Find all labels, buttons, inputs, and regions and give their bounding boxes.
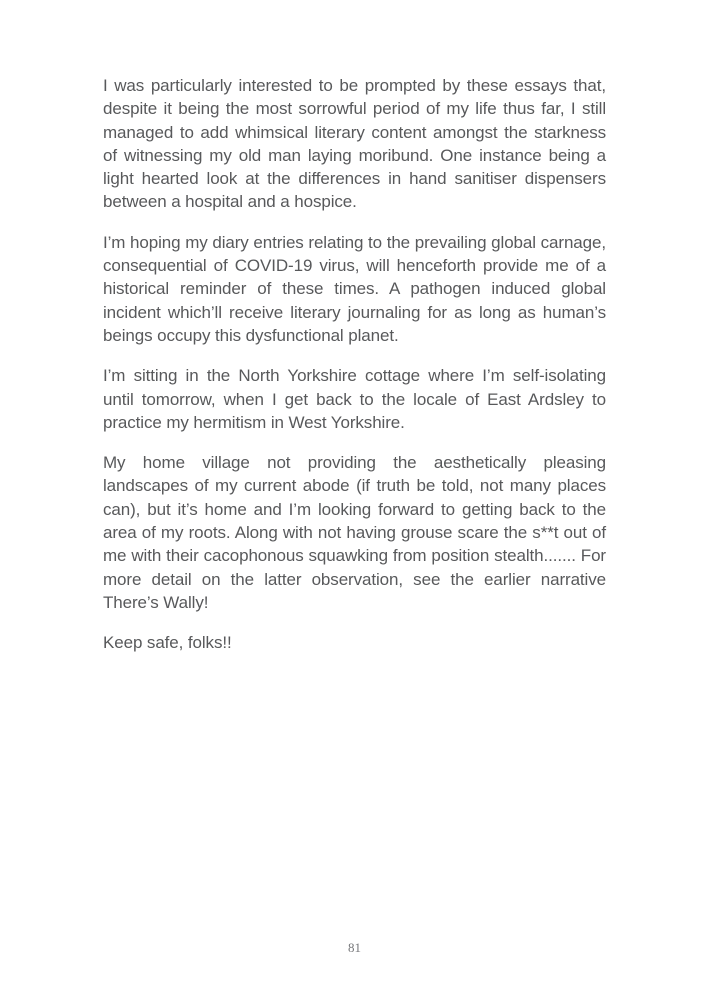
paragraph-4: My home village not providing the aesthetically pleasing landscapes of my current abode (if truth be told, not many places can), but it’s home and I’m looking forward to getting back to the area of my roots. Along with not having grouse scare the s**t out of me with their cacophonous squawking from position stealth....... For more detail on the latter observation, see the earlier narrative There’s Wally! — [103, 453, 606, 612]
paragraph-1: I was particularly interested to be prompted by these essays that, despite it being the most sorrowful period of my life thus far, I still managed to add whimsical literary content amongst the starkness of witnessing my old man laying moribund. One instance being a light hearted look at the differences in hand sanitiser dispensers between a hospital and a hospice. — [103, 76, 606, 212]
paragraph-3: I’m sitting in the North Yorkshire cottage where I’m self-isolating until tomorrow, when I get back to the locale of East Ardsley to practice my hermitism in West Yorkshire. — [103, 366, 606, 432]
paragraph-2: I’m hoping my diary entries relating to the prevailing global carnage, consequential of COVID-19 virus, will henceforth provide me of a historical reminder of these times. A pathogen induced global incident which’ll receive literary journaling for as long as human’s beings occupy this dysfunctional planet. — [103, 232, 606, 345]
text-block — [103, 74, 606, 672]
paragraph-5: Keep safe, folks!! — [103, 633, 232, 653]
page-number: 81 — [348, 940, 361, 955]
